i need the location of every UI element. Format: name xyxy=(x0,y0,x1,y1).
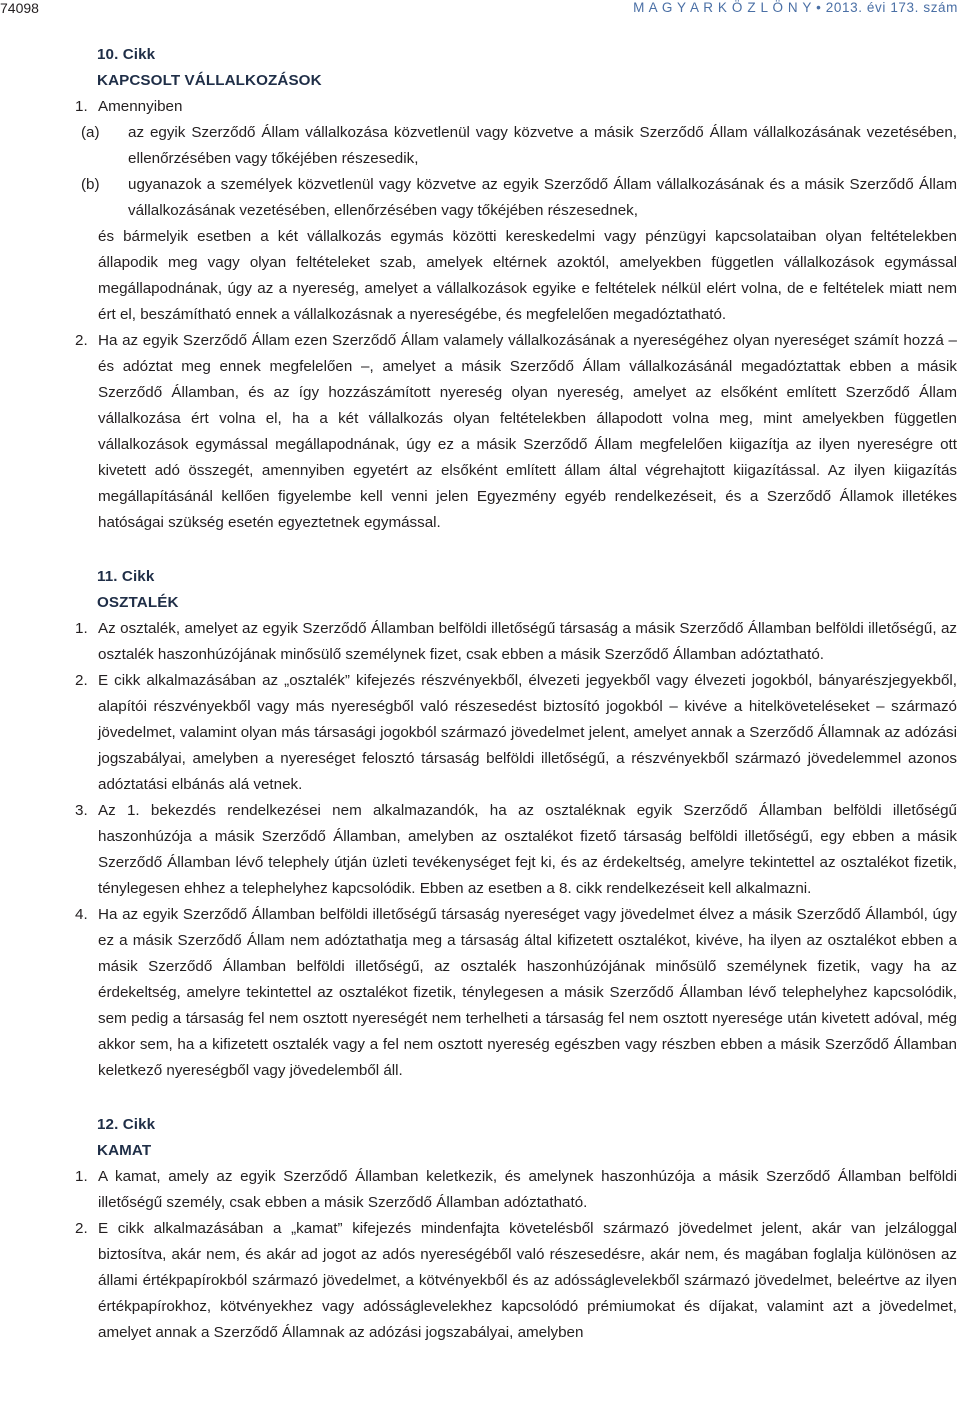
paragraph-text: Amennyiben xyxy=(98,98,183,115)
paragraph-number: 1. xyxy=(75,1168,88,1185)
subitem-label: (b) xyxy=(81,176,100,193)
paragraph-text: E cikk alkalmazásában az „osztalék” kifejezés részvényekből, élvezeti jegyekből vagy élvezeti jogokból, bányarészjegyekből, alapítói részvényekből vagy más nyereségből való részesedést biztosító jogokból – kivéve a hitelköveteléseket – származó jövedelmet, valamint olyan más társasági jogokból származó jövedelmet jelent, amelyet annak a Szerződő Államnak az adózási jogszabályai, amelyben a nyereséget felosztó társaság belföldi illetőségű, a részvényekből származó jövedelemmel azonos adóztatási elbánás alá vetnek. xyxy=(98,672,957,793)
journal-title: M A G Y A R K Ö Z L Ö N Y • 2013. évi 173. szám xyxy=(633,0,958,15)
page-number: 74098 xyxy=(0,0,39,16)
spacer xyxy=(75,1084,957,1112)
article-10-paragraph-1 xyxy=(75,94,957,120)
page-header xyxy=(0,0,960,22)
article-12-paragraph-1 xyxy=(75,1164,957,1216)
paragraph-text: Ha az egyik Szerződő Államban belföldi illetőségű társaság nyereséget vagy jövedelmet élvez a másik Szerződő Államból, úgy ez a másik Szerződő Állam nem adóztathatja meg a társaság által kifizetett osztalékot, kivéve, ha ilyen az osztalékot ebben a másik Szerződő Államban belföldi illetőségű, az osztalék haszonhúzójának minősülő személynek fizetik, vagy ha az érdekeltség, amelyre tekintettel az osztalékot fizetik, ténylegesen a másik Szerződő Államban lévő telephelyhez kapcsolódik, sem pedig a társaság fel nem osztott nyereségét nem terhelheti a társaság fel nem osztott nyeresége után kivetett adóval, még akkor sem, ha a kifizetett osztalék vagy a fel nem osztott nyereség egészben vagy részben ebben a másik Szerződő Államban keletkező nyereségből vagy jövedelemből áll. xyxy=(98,906,957,1079)
subitem-text: ugyanazok a személyek közvetlenül vagy közvetve az egyik Szerződő Állam vállalkozásának és a másik Szerződő Állam vállalkozásának vezetésében, ellenőrzésében vagy tőkéjében részesednek, xyxy=(128,176,957,219)
article-11-paragraph-2 xyxy=(75,668,957,798)
document-body xyxy=(75,42,957,1346)
paragraph-number: 2. xyxy=(75,1220,88,1237)
article-10-number: 10. Cikk xyxy=(97,46,156,63)
article-11-paragraph-4 xyxy=(75,902,957,1084)
paragraph-text: Az osztalék, amelyet az egyik Szerződő Államban belföldi illetőségű társaság a másik Szerződő Államban belföldi illetőségű, az osztalék haszonhúzójának minősülő személynek fizet, csak ebben a másik Szerződő Államban adóztatható. xyxy=(98,620,957,663)
paragraph-text: E cikk alkalmazásában a „kamat” kifejezés mindenfajta követelésből származó jövedelmet jelent, akár van jelzáloggal biztosítva, akár nem, és akár ad jogot az adós nyereségéből való részesedésre, akár nem, és magában foglalja különösen az állami értékpapírokból származó jövedelmet, a kötvényekből és az adósságlevelekből származó jövedelmet, beleértve az ilyen értékpapírokhoz, kötvényekhez vagy adósságlevelekhez kapcsolódó prémiumokat és díjakat, valamint azt a jövedelmet, amelyet annak a Szerződő Államnak az adózási jogszabályai, amelyben xyxy=(98,1220,957,1341)
article-12-paragraph-2 xyxy=(75,1216,957,1346)
subitem-a xyxy=(81,120,957,172)
paragraph-number: 2. xyxy=(75,672,88,689)
paragraph-continuation: és bármelyik esetben a két vállalkozás egymás közötti kereskedelmi vagy pénzügyi kapcsolataiban olyan feltételekben állapodik meg vagy olyan feltételeket szab, amelyek eltérnek azoktól, amelyekben független vállalkozások egymással megállapodnának, úgy az a nyereség, amelyet a vállalkozások egyike e feltételek nélkül elért volna, de e feltételek miatt nem ért el, beszámítható ennek a vállalkozásnak a nyereségébe, és megfelelően megadóztatható. xyxy=(98,228,957,323)
article-12-title: KAMAT xyxy=(97,1142,152,1159)
article-11-paragraph-1 xyxy=(75,616,957,668)
spacer xyxy=(75,536,957,564)
paragraph-number: 2. xyxy=(75,332,88,349)
article-11-title: OSZTALÉK xyxy=(97,594,179,611)
paragraph-number: 4. xyxy=(75,906,88,923)
paragraph-text: A kamat, amely az egyik Szerződő Államban keletkezik, és amelynek haszonhúzója a másik Szerződő Államban belföldi illetőségű személy, csak ebben a másik Szerződő Államban adóztatható. xyxy=(98,1168,957,1211)
subitem-label: (a) xyxy=(81,124,100,141)
subitem-b xyxy=(81,172,957,224)
article-10-paragraph-2 xyxy=(75,328,957,536)
paragraph-number: 1. xyxy=(75,98,88,115)
article-11-number: 11. Cikk xyxy=(97,568,155,585)
paragraph-number: 1. xyxy=(75,620,88,637)
paragraph-number: 3. xyxy=(75,802,88,819)
paragraph-text: Az 1. bekezdés rendelkezései nem alkalmazandók, ha az osztaléknak egyik Szerződő Államban belföldi illetőségű haszonhúzója a másik Szerződő Államban, amelyben az osztalékot fizető társaság belföldi illetőségű, egy ebben a másik Szerződő Államban lévő telephely útján üzleti tevékenységet fejt ki, és az érdekeltség, amelyre tekintettel az osztalékot fizetik, ténylegesen ehhez a telephelyhez kapcsolódik. Ebben az esetben a 8. cikk rendelkezéseit kell alkalmazni. xyxy=(98,802,957,897)
article-10-title: KAPCSOLT VÁLLALKOZÁSOK xyxy=(97,72,322,89)
article-11-paragraph-3 xyxy=(75,798,957,902)
paragraph-text: Ha az egyik Szerződő Állam ezen Szerződő Állam valamely vállalkozásának a nyereségéhez olyan nyereséget számít hozzá – és adóztat meg ennek megfelelően –, amelyet a másik Szerződő Állam vállalkozásánál megadóztattak ebben a másik Szerződő Államban, és az így hozzászámított nyereség olyan nyereség, amelyet az elsőként említett Szerződő Állam vállalkozása ért volna el, ha a két vállalkozás olyan feltételekben állapodott volna meg, mint amelyekben független vállalkozások egymással megállapodnának, úgy ez a másik Szerződő Állam megfelelően kiigazítja az ilyen nyereségre ott kivetett adó összegét, amennyiben egyetért az elsőként említett állam által végrehajtott kiigazítással. Az ilyen kiigazítás megállapításánál kellően figyelembe kell venni jelen Egyezmény egyéb rendelkezéseit, és a Szerződő Államok illetékes hatóságai szükség esetén egyeztetnek egymással. xyxy=(98,332,957,531)
subitem-text: az egyik Szerződő Állam vállalkozása közvetlenül vagy közvetve a másik Szerződő Állam vállalkozásának vezetésében, ellenőrzésében vagy tőkéjében részesedik, xyxy=(128,124,957,167)
article-12-number: 12. Cikk xyxy=(97,1116,156,1133)
